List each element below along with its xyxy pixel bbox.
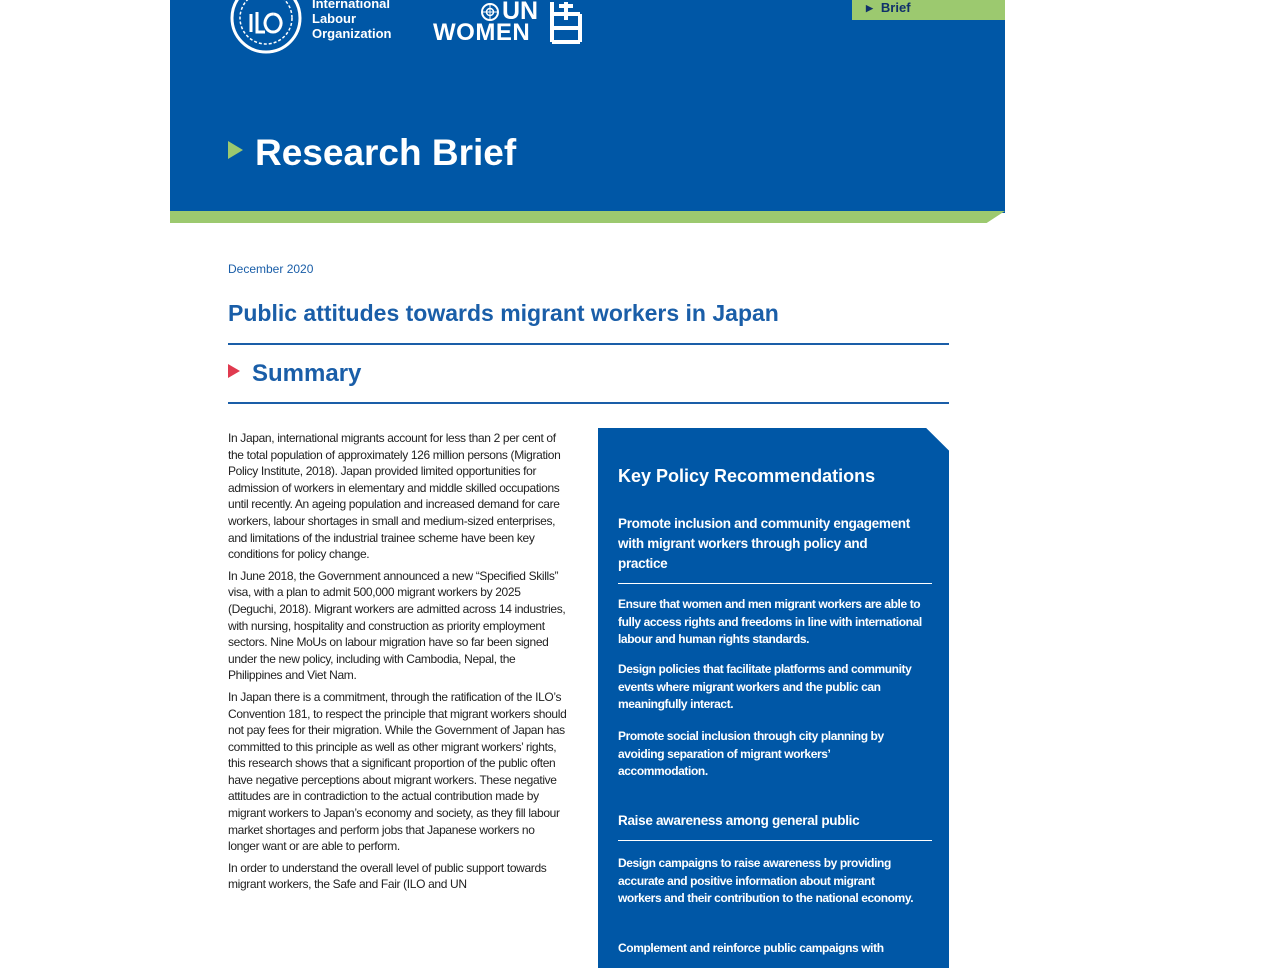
- brief-tag: [852, 0, 1005, 20]
- summary-paragraph-1: In Japan, international migrants account for less than 2 per cent of the total population of approximately 126 million persons (Migration Policy Institute, 2018). Japan provided limited opportunities for admission of workers in elementary and middle skilled occupations until recently. An ageing population and increased demand for care workers, labour shortages in small and medium-sized enterprises, and limitations of the industrial trainee scheme have been key conditions for policy change.: [228, 431, 561, 562]
- policy-section-2-heading: Raise awareness among general public: [618, 813, 860, 828]
- ilo-wordmark: [312, 0, 422, 41]
- summary-divider: [228, 402, 949, 404]
- policy-item-1-3: Promote social inclusion through city planning by avoiding separation of migrant workers’ accommodation.: [618, 729, 884, 779]
- tag-label: Brief: [880, 0, 911, 15]
- publication-date: December 2020: [228, 262, 314, 276]
- header-accent-stripe: [170, 211, 1005, 223]
- policy-section-2-divider: [618, 840, 932, 841]
- document-title: Public attitudes towards migrant workers in Japan: [228, 300, 779, 326]
- policy-item-1-1: Ensure that women and men migrant workers are able to fully access rights and freedoms in line with international labour and human rights standards.: [618, 597, 922, 647]
- un-women-un-text: UN: [502, 0, 539, 25]
- hero-title-text: Research Brief: [255, 132, 517, 173]
- summary-heading: [228, 360, 361, 388]
- ilo-emblem-icon: [229, 0, 303, 54]
- policy-section-1-divider: [618, 583, 932, 584]
- un-women-women-text: WOMEN: [433, 19, 531, 46]
- summary-arrow-icon: [228, 364, 240, 378]
- policy-section-1-heading: Promote inclusion and community engagement with migrant workers through policy and practice: [618, 516, 910, 571]
- summary-body: [228, 430, 568, 898]
- policy-item-2-2: Complement and reinforce public campaigns with: [618, 941, 884, 955]
- policy-item-1-2: Design policies that facilitate platforms and community events where migrant workers and the public can meaningfully interact.: [618, 662, 912, 712]
- hero-title: [228, 130, 516, 176]
- ilo-line-3: Organization: [312, 26, 392, 41]
- summary-paragraph-4: In order to understand the overall level of public support towards migrant workers, the Safe and Fair (ILO and UN: [228, 860, 547, 892]
- summary-paragraph-3: In Japan there is a commitment, through the ratification of the ILO’s Convention 181, to respect the principle that migrant workers should not pay fees for their migration. While the Government of Japan has committed to this principle as well as other migrant workers’ rights, this research shows that a significant proportion of the public often have negative perceptions about migrant workers. These negative attitudes are in contradiction to the actual contribution made by migrant workers to Japan’s economy and society, as they fill labour market shortages and perform jobs that Japanese workers no longer want or are able to perform.: [228, 689, 567, 854]
- ilo-line-2: Labour: [312, 11, 357, 26]
- un-women-symbol-icon: [548, 0, 584, 44]
- title-divider: [228, 343, 949, 345]
- policy-item-2-1: Design campaigns to raise awareness by providing accurate and positive information about migrant workers and their contribution to the national economy.: [618, 856, 914, 906]
- summary-heading-text: Summary: [252, 360, 362, 387]
- ilo-line-1: International: [312, 0, 391, 11]
- summary-paragraph-2: In June 2018, the Government announced a new “Specified Skills” visa, with a plan to admit 500,000 migrant workers by 2025 (Deguchi, 2018). Migrant workers are admitted across 14 industries, with nursing, hospitality and construction as priority employment sectors. Nine MoUs on labour migration have so far been signed under the new policy, including with Cambodia, Nepal, the Philippines and Viet Nam.: [228, 568, 566, 683]
- tag-arrow-icon: ▶: [866, 3, 873, 13]
- policy-box-title: Key Policy Recommendations: [618, 466, 876, 486]
- hero-arrow-icon: [228, 141, 243, 159]
